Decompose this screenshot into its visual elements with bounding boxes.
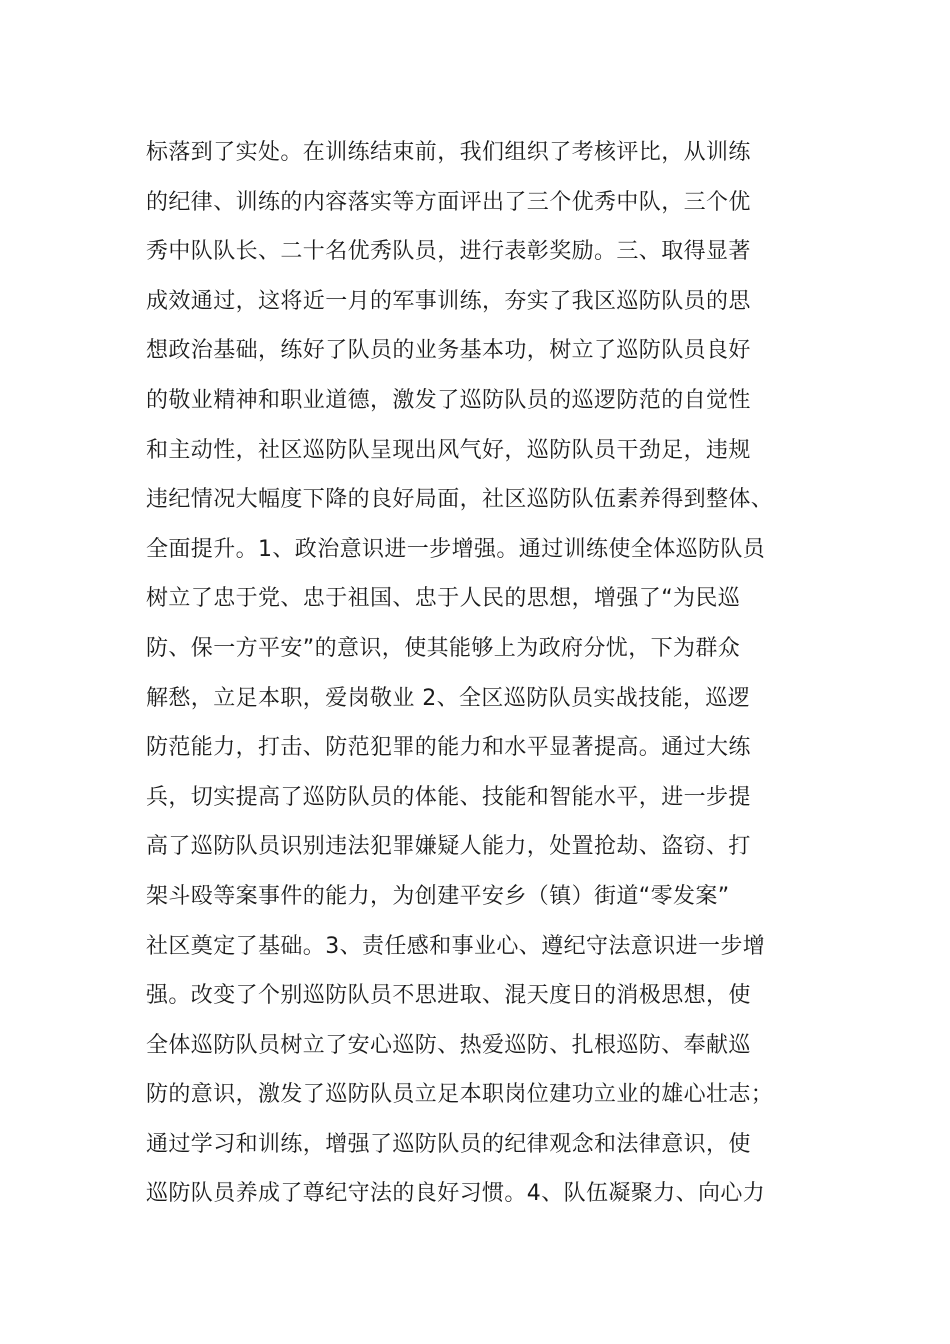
text-line: 全面提升。1、政治意识进一步增强。通过训练使全体巡防队员	[146, 536, 766, 562]
text-line: 违纪情况大幅度下降的良好局面，社区巡防队伍素养得到整体、	[146, 487, 774, 513]
text-line: 的纪律、训练的内容落实等方面评出了三个优秀中队，三个优	[146, 189, 751, 215]
text-line: 解愁，立足本职，爱岗敬业 2、全区巡防队员实战技能，巡逻	[146, 685, 751, 711]
text-line: 高了巡防队员识别违法犯罪嫌疑人能力，处置抢劫、盗窃、打	[146, 834, 751, 860]
text-line: 防的意识，激发了巡防队员立足本职岗位建功立业的雄心壮志；	[146, 1082, 774, 1108]
text-line: 秀中队队长、二十名优秀队员，进行表彰奖励。三、取得显著	[146, 239, 751, 265]
text-line: 防、保一方平安”的意识，使其能够上为政府分忧，下为群众	[146, 635, 741, 661]
text-line: 想政治基础，练好了队员的业务基本功，树立了巡防队员良好	[146, 338, 751, 364]
text-line: 成效通过，这将近一月的军事训练，夯实了我区巡防队员的思	[146, 288, 751, 314]
text-line: 架斗殴等案事件的能力，为创建平安乡（镇）街道“零发案”	[146, 883, 730, 909]
text-line: 巡防队员养成了尊纪守法的良好习惯。4、队伍凝聚力、向心力	[146, 1181, 766, 1207]
body-text	[146, 128, 826, 1219]
text-line: 强。改变了个别巡防队员不思进取、混天度日的消极思想，使	[146, 983, 751, 1009]
text-line: 标落到了实处。在训练结束前，我们组织了考核评比，从训练	[146, 140, 751, 165]
text-line: 全体巡防队员树立了安心巡防、热爱巡防、扎根巡防、奉献巡	[146, 1032, 751, 1058]
text-line: 兵，切实提高了巡防队员的体能、技能和智能水平，进一步提	[146, 784, 751, 810]
text-line: 和主动性，社区巡防队呈现出风气好，巡防队员干劲足，违规	[146, 437, 751, 463]
text-line: 的敬业精神和职业道德，激发了巡防队员的巡逻防范的自觉性	[146, 387, 751, 413]
text-line: 树立了忠于党、忠于祖国、忠于人民的思想，增强了“为民巡	[146, 586, 741, 612]
text-line: 社区奠定了基础。3、责任感和事业心、遵纪守法意识进一步增	[146, 933, 766, 959]
text-line: 通过学习和训练，增强了巡防队员的纪律观念和法律意识，使	[146, 1131, 751, 1157]
text-line: 防范能力，打击、防范犯罪的能力和水平显著提高。通过大练	[146, 735, 751, 761]
